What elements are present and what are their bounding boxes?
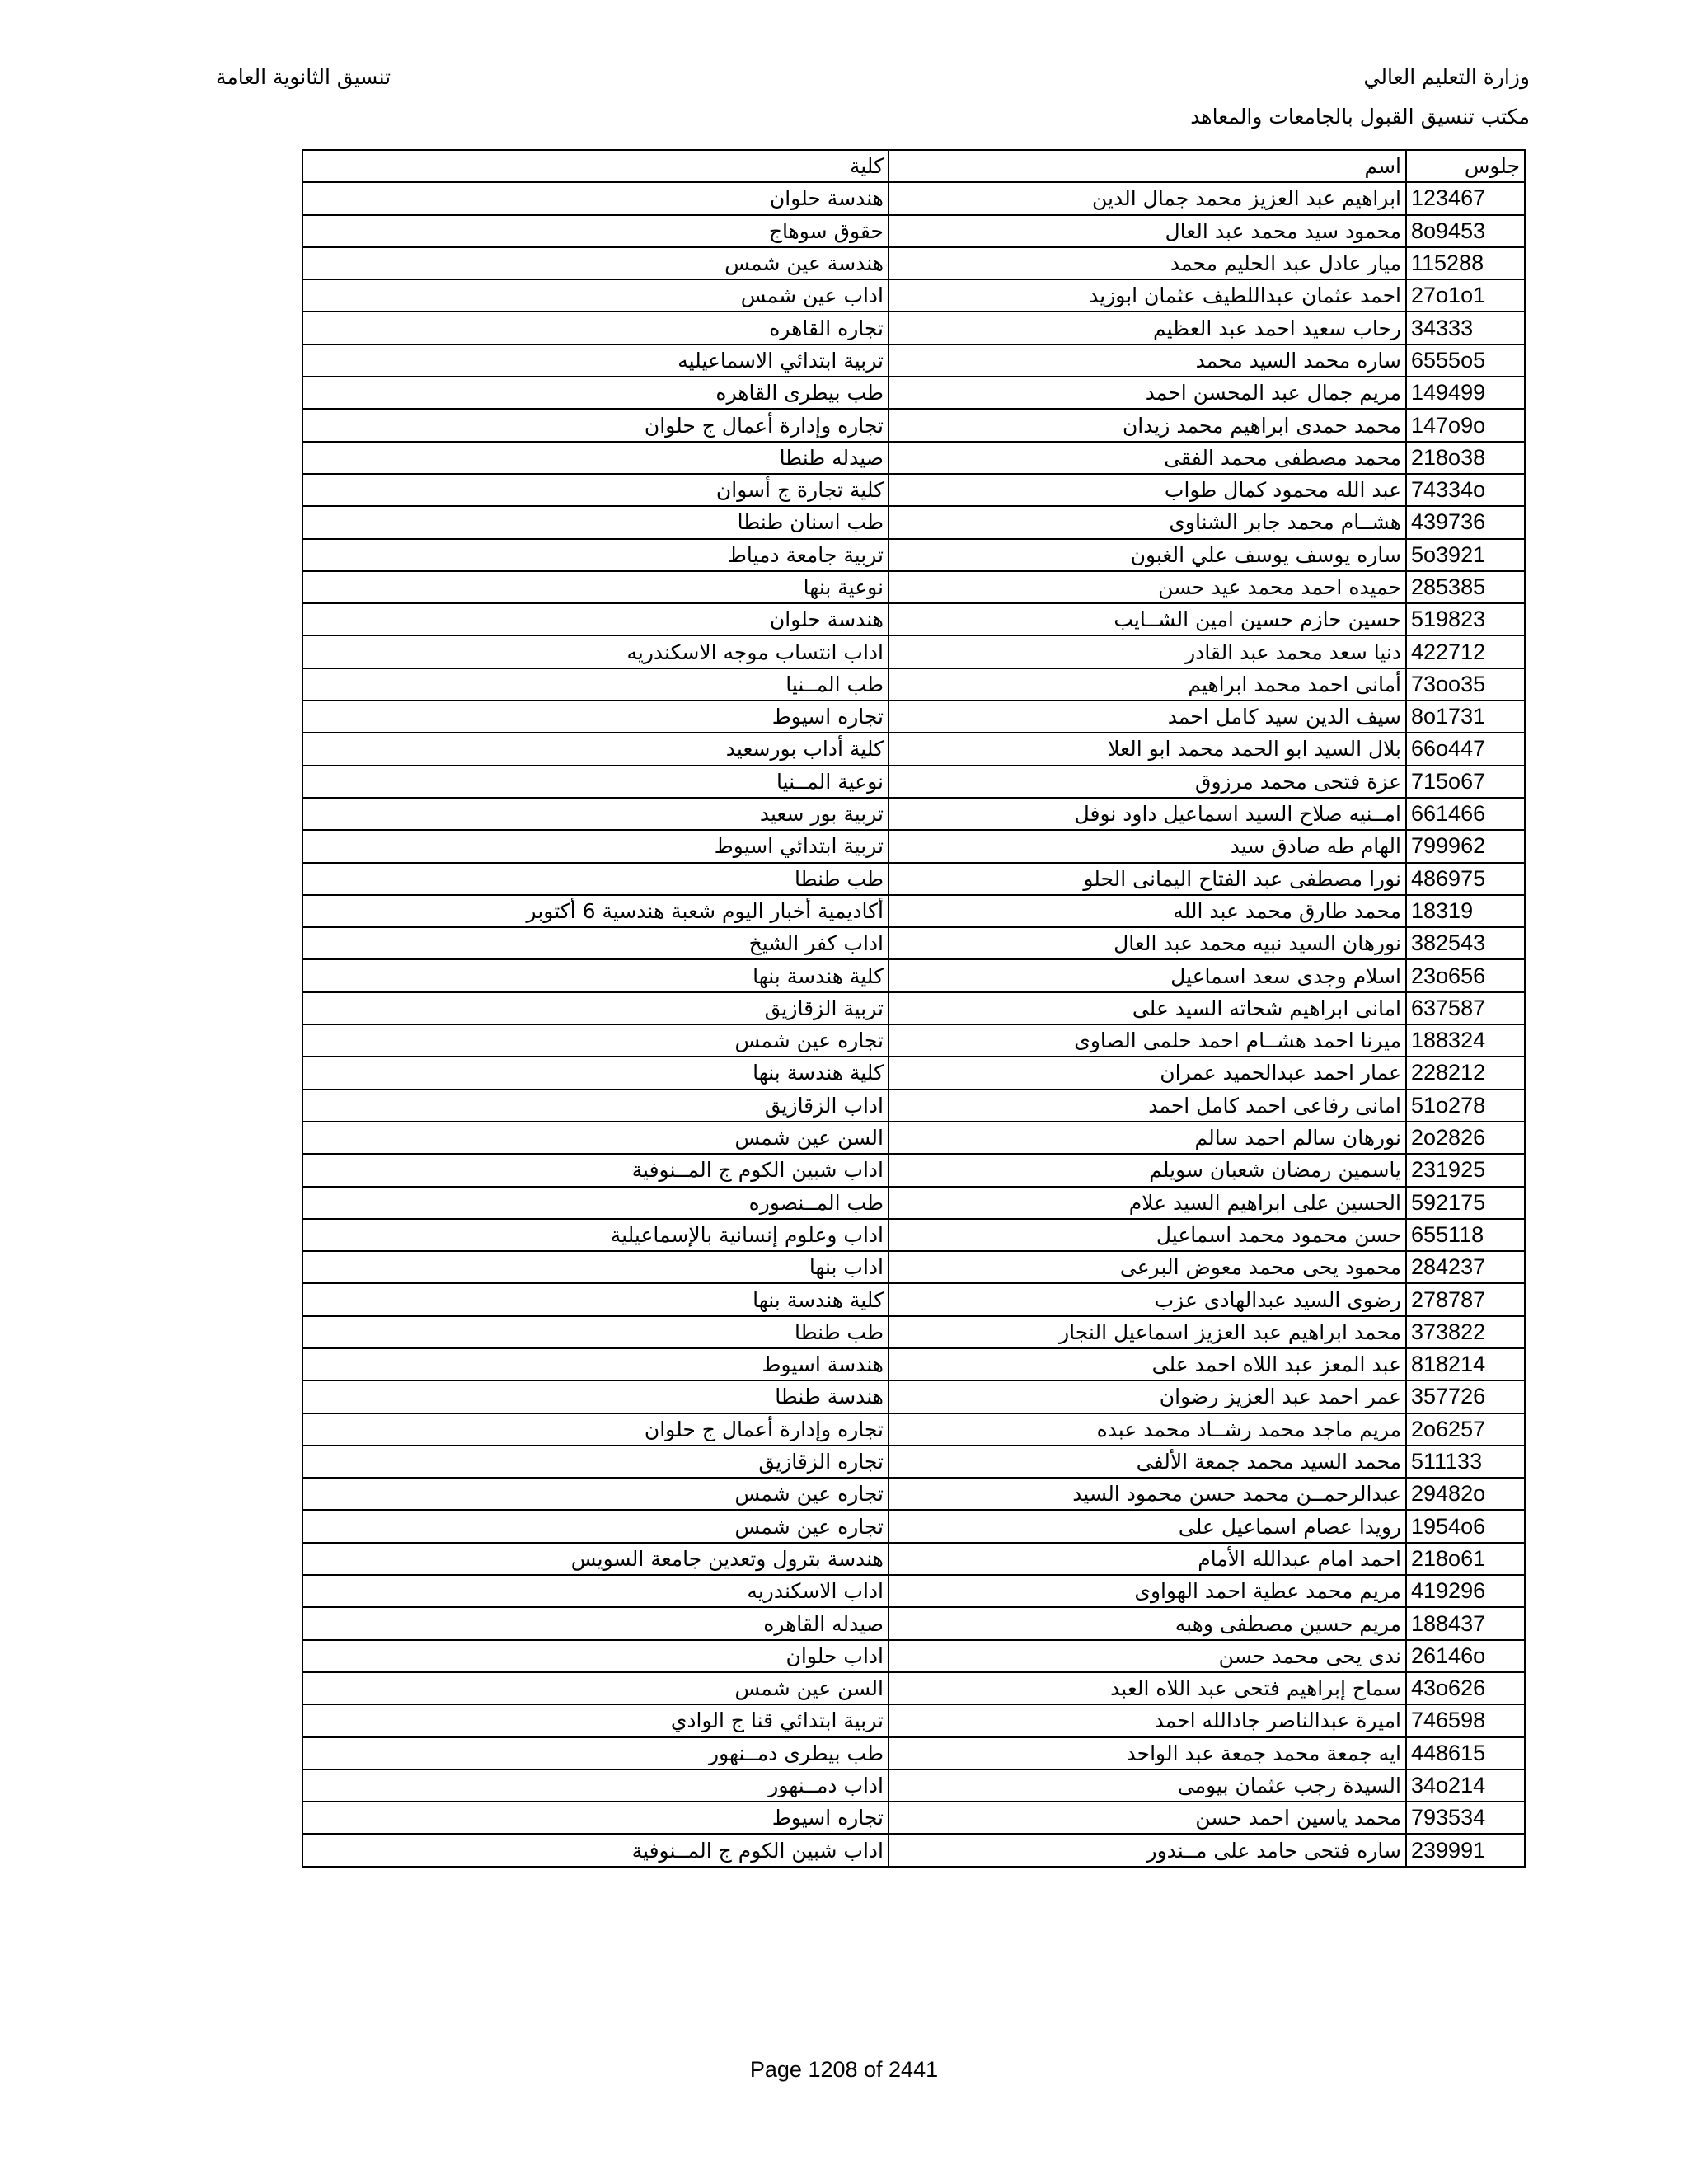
name-cell: امانى ابراهيم شحاته السيد على	[889, 992, 1406, 1024]
name-cell: ساره محمد السيد محمد	[889, 344, 1406, 377]
table-row	[302, 895, 1525, 927]
seat-cell: 2o6257	[1406, 1413, 1525, 1446]
table-row	[302, 1251, 1525, 1283]
college-cell: اداب دمــنهور	[302, 1769, 889, 1802]
college-cell: طب بيطرى دمــنهور	[302, 1737, 889, 1769]
seat-cell: 26146o	[1406, 1640, 1525, 1672]
seat-cell: 231925	[1406, 1154, 1525, 1186]
seat-cell: 218o61	[1406, 1543, 1525, 1575]
table-row	[302, 506, 1525, 538]
seat-cell: 73oo35	[1406, 668, 1525, 701]
table-row	[302, 1057, 1525, 1089]
college-cell: اداب شبين الكوم ج المــنوفية	[302, 1154, 889, 1186]
seat-cell: 51o278	[1406, 1090, 1525, 1122]
table-row	[302, 1187, 1525, 1219]
college-cell: تربية ابتدائي اسيوط	[302, 830, 889, 862]
name-cell: دنيا سعد محمد عبد القادر	[889, 635, 1406, 668]
college-cell: تجاره اسيوط	[302, 701, 889, 733]
college-cell: السن عين شمس	[302, 1122, 889, 1154]
name-cell: احمد امام عبدالله الأمام	[889, 1543, 1406, 1575]
table-row	[302, 571, 1525, 603]
seat-cell: 448615	[1406, 1737, 1525, 1769]
college-cell: تربية ابتدائي قنا ج الوادي	[302, 1704, 889, 1736]
table-body	[302, 182, 1525, 1866]
name-cell: عبدالرحمــن محمد حسن محمود السيد	[889, 1478, 1406, 1510]
seat-cell: 74334o	[1406, 474, 1525, 506]
seat-cell: 382543	[1406, 927, 1525, 959]
college-cell: تجاره عين شمس	[302, 1478, 889, 1510]
college-cell: طب المــنصوره	[302, 1187, 889, 1219]
seat-cell: 511133	[1406, 1446, 1525, 1478]
seat-cell: 284237	[1406, 1251, 1525, 1283]
table-row	[302, 344, 1525, 377]
seat-cell: 188324	[1406, 1024, 1525, 1057]
table-row	[302, 182, 1525, 214]
college-cell: تجاره وإدارة أعمال ج حلوان	[302, 1413, 889, 1446]
college-cell: صيدله طنطا	[302, 442, 889, 474]
name-cell: ميرنا احمد هشــام احمد حلمى الصاوى	[889, 1024, 1406, 1057]
office-title: مكتب تنسيق القبول بالجامعات والمعاهد	[1190, 105, 1530, 129]
name-cell: محمود سيد محمد عبد العال	[889, 215, 1406, 247]
name-cell: سماح إبراهيم فتحى عبد اللاه العبد	[889, 1672, 1406, 1704]
table-row	[302, 863, 1525, 895]
name-cell: الحسين على ابراهيم السيد علام	[889, 1187, 1406, 1219]
name-cell: محمد طارق محمد عبد الله	[889, 895, 1406, 927]
seat-cell: 422712	[1406, 635, 1525, 668]
college-cell: اداب الاسكندريه	[302, 1575, 889, 1607]
college-cell: طب بيطرى القاهره	[302, 377, 889, 409]
table-row	[302, 1543, 1525, 1575]
college-cell: هندسة حلوان	[302, 182, 889, 214]
page-number: Page 1208 of 2441	[749, 2057, 939, 2082]
name-cell: بلال السيد ابو الحمد محمد ابو العلا	[889, 733, 1406, 765]
table-row	[302, 992, 1525, 1024]
table-row	[302, 474, 1525, 506]
college-cell: تجاره القاهره	[302, 312, 889, 344]
table-row	[302, 377, 1525, 409]
college-cell: طب اسنان طنطا	[302, 506, 889, 538]
college-cell: السن عين شمس	[302, 1672, 889, 1704]
seat-cell: 818214	[1406, 1348, 1525, 1380]
seat-cell: 637587	[1406, 992, 1525, 1024]
name-cell: عبد الله محمود كمال طواب	[889, 474, 1406, 506]
seat-cell: 285385	[1406, 571, 1525, 603]
name-cell: عبد المعز عبد اللاه احمد على	[889, 1348, 1406, 1380]
name-cell: محمد ابراهيم عبد العزيز اسماعيل النجار	[889, 1316, 1406, 1348]
name-cell: السيدة رجب عثمان بيومى	[889, 1769, 1406, 1802]
college-cell: تربية جامعة دمياط	[302, 539, 889, 571]
college-cell: هندسة حلوان	[302, 603, 889, 635]
seat-cell: 23o656	[1406, 959, 1525, 991]
seat-cell: 357726	[1406, 1380, 1525, 1413]
seat-cell: 439736	[1406, 506, 1525, 538]
results-table	[302, 149, 1526, 1868]
name-cell: عمار احمد عبدالحميد عمران	[889, 1057, 1406, 1089]
table-row	[302, 1283, 1525, 1315]
name-cell: ايه جمعة محمد جمعة عبد الواحد	[889, 1737, 1406, 1769]
seat-cell: 373822	[1406, 1316, 1525, 1348]
seat-cell: 661466	[1406, 798, 1525, 830]
college-cell: تربية الزقازيق	[302, 992, 889, 1024]
table-row	[302, 1834, 1525, 1866]
name-cell: هشــام محمد جابر الشناوى	[889, 506, 1406, 538]
table-row	[302, 1413, 1525, 1446]
seat-cell: 218o38	[1406, 442, 1525, 474]
seat-cell: 799962	[1406, 830, 1525, 862]
seat-cell: 746598	[1406, 1704, 1525, 1736]
college-cell: طب طنطا	[302, 863, 889, 895]
table-row	[302, 1640, 1525, 1672]
seat-cell: 655118	[1406, 1219, 1525, 1251]
name-cell: رحاب سعيد احمد عبد العظيم	[889, 312, 1406, 344]
college-cell: تجاره اسيوط	[302, 1802, 889, 1834]
seat-cell: 5o3921	[1406, 539, 1525, 571]
seat-cell: 486975	[1406, 863, 1525, 895]
name-cell: احمد عثمان عبداللطيف عثمان ابوزيد	[889, 279, 1406, 312]
name-cell: نورهان سالم احمد سالم	[889, 1122, 1406, 1154]
name-cell: حميده احمد محمد عيد حسن	[889, 571, 1406, 603]
college-cell: اداب انتساب موجه الاسكندريه	[302, 635, 889, 668]
college-cell: هندسة طنطا	[302, 1380, 889, 1413]
college-cell: أكاديمية أخبار اليوم شعبة هندسية 6 أكتوبر	[302, 895, 889, 927]
name-cell: مريم جمال عبد المحسن احمد	[889, 377, 1406, 409]
table-row	[302, 1607, 1525, 1639]
name-cell: ميار عادل عبد الحليم محمد	[889, 247, 1406, 279]
name-cell: محمد السيد محمد جمعة الألفى	[889, 1446, 1406, 1478]
table-row	[302, 442, 1525, 474]
seat-cell: 715o67	[1406, 766, 1525, 798]
table-header-row	[302, 150, 1525, 182]
table-row	[302, 1122, 1525, 1154]
name-cell: اميرة عبدالناصر جادالله احمد	[889, 1704, 1406, 1736]
college-cell: كلية هندسة بنها	[302, 959, 889, 991]
column-header-name: اسم	[889, 150, 1406, 182]
name-cell: امانى رفاعى احمد كامل احمد	[889, 1090, 1406, 1122]
table-row	[302, 1219, 1525, 1251]
seat-cell: 29482o	[1406, 1478, 1525, 1510]
table-row	[302, 1090, 1525, 1122]
name-cell: مريم حسين مصطفى وهبه	[889, 1607, 1406, 1639]
name-cell: نورهان السيد نبيه محمد عبد العال	[889, 927, 1406, 959]
name-cell: أمانى احمد محمد ابراهيم	[889, 668, 1406, 701]
table-row	[302, 830, 1525, 862]
seat-cell: 123467	[1406, 182, 1525, 214]
name-cell: محمد ياسين احمد حسن	[889, 1802, 1406, 1834]
name-cell: محمود يحى محمد معوض البرعى	[889, 1251, 1406, 1283]
table-row	[302, 766, 1525, 798]
seat-cell: 8o1731	[1406, 701, 1525, 733]
table-row	[302, 603, 1525, 635]
table-row	[302, 1802, 1525, 1834]
college-cell: صيدله القاهره	[302, 1607, 889, 1639]
college-cell: اداب الزقازيق	[302, 1090, 889, 1122]
seat-cell: 419296	[1406, 1575, 1525, 1607]
table-row	[302, 1380, 1525, 1413]
seat-cell: 34o214	[1406, 1769, 1525, 1802]
table-row	[302, 927, 1525, 959]
college-cell: تجاره عين شمس	[302, 1510, 889, 1542]
name-cell: محمد مصطفى محمد الفقى	[889, 442, 1406, 474]
college-cell: نوعية بنها	[302, 571, 889, 603]
seat-cell: 1954o6	[1406, 1510, 1525, 1542]
table-row	[302, 409, 1525, 441]
name-cell: ندى يحى محمد حسن	[889, 1640, 1406, 1672]
name-cell: ياسمين رمضان شعبان سويلم	[889, 1154, 1406, 1186]
college-cell: اداب شبين الكوم ج المــنوفية	[302, 1834, 889, 1866]
college-cell: هندسة عين شمس	[302, 247, 889, 279]
college-cell: اداب عين شمس	[302, 279, 889, 312]
table-row	[302, 798, 1525, 830]
table-row	[302, 1446, 1525, 1478]
seat-cell: 43o626	[1406, 1672, 1525, 1704]
header-ministry-block	[1190, 58, 1530, 137]
seat-cell: 27o1o1	[1406, 279, 1525, 312]
column-header-seat: جلوس	[1406, 150, 1525, 182]
column-header-college: كلية	[302, 150, 889, 182]
college-cell: تجاره الزقازيق	[302, 1446, 889, 1478]
college-cell: كلية هندسة بنها	[302, 1283, 889, 1315]
name-cell: نورا مصطفى عبد الفتاح اليمانى الحلو	[889, 863, 1406, 895]
seat-cell: 2o2826	[1406, 1122, 1525, 1154]
table-row	[302, 1510, 1525, 1542]
seat-cell: 793534	[1406, 1802, 1525, 1834]
table-row	[302, 312, 1525, 344]
college-cell: اداب وعلوم إنسانية بالإسماعيلية	[302, 1219, 889, 1251]
college-cell: طب المــنيا	[302, 668, 889, 701]
table-row	[302, 668, 1525, 701]
ministry-title: وزارة التعليم العالي	[1363, 65, 1530, 89]
table-row	[302, 279, 1525, 312]
table-row	[302, 1478, 1525, 1510]
table-row	[302, 1769, 1525, 1802]
name-cell: ساره يوسف يوسف علي الغبون	[889, 539, 1406, 571]
college-cell: تجاره عين شمس	[302, 1024, 889, 1057]
seat-cell: 519823	[1406, 603, 1525, 635]
table-row	[302, 733, 1525, 765]
college-cell: هندسة اسيوط	[302, 1348, 889, 1380]
table-row	[302, 1348, 1525, 1380]
college-cell: كلية هندسة بنها	[302, 1057, 889, 1089]
name-cell: محمد حمدى ابراهيم محمد زيدان	[889, 409, 1406, 441]
table-row	[302, 1154, 1525, 1186]
name-cell: حسين حازم حسين امين الشــايب	[889, 603, 1406, 635]
college-cell: كلية تجارة ج أسوان	[302, 474, 889, 506]
seat-cell: 592175	[1406, 1187, 1525, 1219]
name-cell: عمر احمد عبد العزيز رضوان	[889, 1380, 1406, 1413]
college-cell: نوعية المــنيا	[302, 766, 889, 798]
name-cell: الهام طه صادق سيد	[889, 830, 1406, 862]
table-row	[302, 1704, 1525, 1736]
college-cell: تربية بور سعيد	[302, 798, 889, 830]
seat-cell: 115288	[1406, 247, 1525, 279]
table-row	[302, 215, 1525, 247]
name-cell: رضوى السيد عبدالهادى عزب	[889, 1283, 1406, 1315]
program-title: تنسيق الثانوية العامة	[216, 65, 392, 89]
table-row	[302, 539, 1525, 571]
table-row	[302, 1316, 1525, 1348]
seat-cell: 66o447	[1406, 733, 1525, 765]
college-cell: اداب كفر الشيخ	[302, 927, 889, 959]
name-cell: سيف الدين سيد كامل احمد	[889, 701, 1406, 733]
college-cell: اداب بنها	[302, 1251, 889, 1283]
table-row	[302, 1024, 1525, 1057]
seat-cell: 149499	[1406, 377, 1525, 409]
name-cell: ابراهيم عبد العزيز محمد جمال الدين	[889, 182, 1406, 214]
seat-cell: 18319	[1406, 895, 1525, 927]
table-row	[302, 635, 1525, 668]
college-cell: طب طنطا	[302, 1316, 889, 1348]
college-cell: تجاره وإدارة أعمال ج حلوان	[302, 409, 889, 441]
seat-cell: 34333	[1406, 312, 1525, 344]
seat-cell: 228212	[1406, 1057, 1525, 1089]
college-cell: حقوق سوهاج	[302, 215, 889, 247]
name-cell: عزة فتحى محمد مرزوق	[889, 766, 1406, 798]
seat-cell: 6555o5	[1406, 344, 1525, 377]
name-cell: حسن محمود محمد اسماعيل	[889, 1219, 1406, 1251]
name-cell: اسلام وجدى سعد اسماعيل	[889, 959, 1406, 991]
seat-cell: 278787	[1406, 1283, 1525, 1315]
college-cell: اداب حلوان	[302, 1640, 889, 1672]
name-cell: ساره فتحى حامد على مــندور	[889, 1834, 1406, 1866]
seat-cell: 188437	[1406, 1607, 1525, 1639]
table-row	[302, 1672, 1525, 1704]
name-cell: مريم ماجد محمد رشــاد محمد عبده	[889, 1413, 1406, 1446]
name-cell: مريم محمد عطية احمد الهواوى	[889, 1575, 1406, 1607]
college-cell: كلية أداب بورسعيد	[302, 733, 889, 765]
college-cell: هندسة بترول وتعدين جامعة السويس	[302, 1543, 889, 1575]
college-cell: تربية ابتدائي الاسماعيليه	[302, 344, 889, 377]
seat-cell: 239991	[1406, 1834, 1525, 1866]
table-row	[302, 247, 1525, 279]
name-cell: رويدا عصام اسماعيل على	[889, 1510, 1406, 1542]
table-row	[302, 1737, 1525, 1769]
table-row	[302, 701, 1525, 733]
name-cell: امــنيه صلاح السيد اسماعيل داود نوفل	[889, 798, 1406, 830]
seat-cell: 8o9453	[1406, 215, 1525, 247]
table-row	[302, 1575, 1525, 1607]
table-row	[302, 959, 1525, 991]
seat-cell: 147o9o	[1406, 409, 1525, 441]
